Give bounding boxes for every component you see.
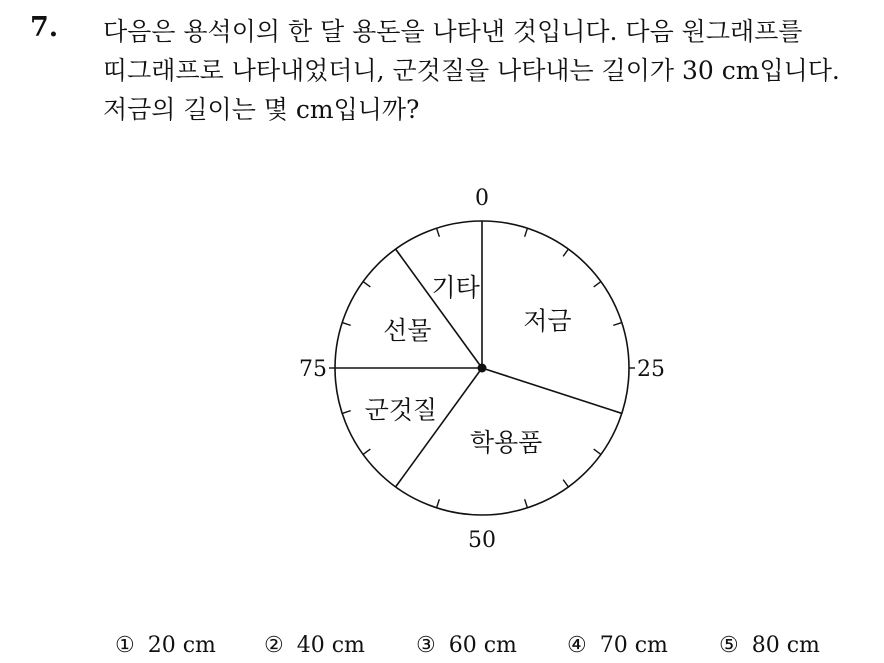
choice-3-marker: ③	[416, 633, 436, 658]
pie-tick-mark	[613, 323, 622, 326]
choice-2[interactable]	[264, 633, 365, 658]
problem-text-line-2: 띠그래프로 나타내었더니, 군것질을 나타내는 길이가 30 cm입니다.	[103, 56, 840, 85]
pie-slice-label: 군것질	[364, 395, 438, 425]
pie-slice-label: 선물	[383, 315, 432, 345]
pie-tick-mark	[437, 499, 440, 508]
pie-tick-mark	[563, 249, 568, 256]
pie-tick-mark	[525, 228, 528, 237]
choice-1-text: 20 cm	[147, 633, 216, 658]
choice-4-text: 70 cm	[599, 633, 668, 658]
choice-4[interactable]	[567, 633, 668, 658]
pie-tick-label: 0	[475, 186, 489, 211]
choice-2-marker: ②	[264, 633, 284, 658]
pie-slice-boundary	[396, 249, 482, 368]
choice-1[interactable]	[115, 633, 216, 658]
pie-center-dot	[478, 364, 487, 373]
pie-tick-mark	[363, 282, 370, 287]
choice-3-text: 60 cm	[448, 633, 517, 658]
answer-choices	[0, 633, 884, 663]
choice-4-marker: ④	[567, 633, 587, 658]
choice-5-marker: ⑤	[719, 633, 739, 658]
pie-slice-label: 기타	[431, 272, 480, 302]
choice-5[interactable]	[719, 633, 820, 658]
problem-text-line-1: 다음은 용석이의 한 달 용돈을 나타낸 것입니다. 다음 원그래프를	[103, 17, 803, 46]
pie-tick-label: 75	[299, 357, 327, 382]
pie-slice-label: 저금	[523, 306, 572, 336]
problem-text-line-3: 저금의 길이는 몇 cm입니까?	[103, 95, 420, 124]
choice-3[interactable]	[416, 633, 517, 658]
pie-tick-mark	[563, 480, 568, 487]
choice-1-marker: ①	[115, 633, 135, 658]
choice-5-text: 80 cm	[751, 633, 820, 658]
pie-tick-mark	[437, 228, 440, 237]
choice-2-text: 40 cm	[296, 633, 365, 658]
pie-tick-mark	[363, 449, 370, 454]
pie-tick-label: 25	[637, 357, 665, 382]
pie-tick-mark	[594, 449, 601, 454]
pie-slice-boundary	[482, 368, 622, 413]
pie-tick-mark	[342, 411, 351, 414]
pie-tick-mark	[525, 499, 528, 508]
pie-tick-mark	[594, 282, 601, 287]
pie-slice-label: 학용품	[469, 428, 543, 458]
pie-tick-label: 50	[468, 528, 496, 553]
pie-tick-mark	[342, 323, 351, 326]
problem-number: 7.	[30, 12, 59, 43]
